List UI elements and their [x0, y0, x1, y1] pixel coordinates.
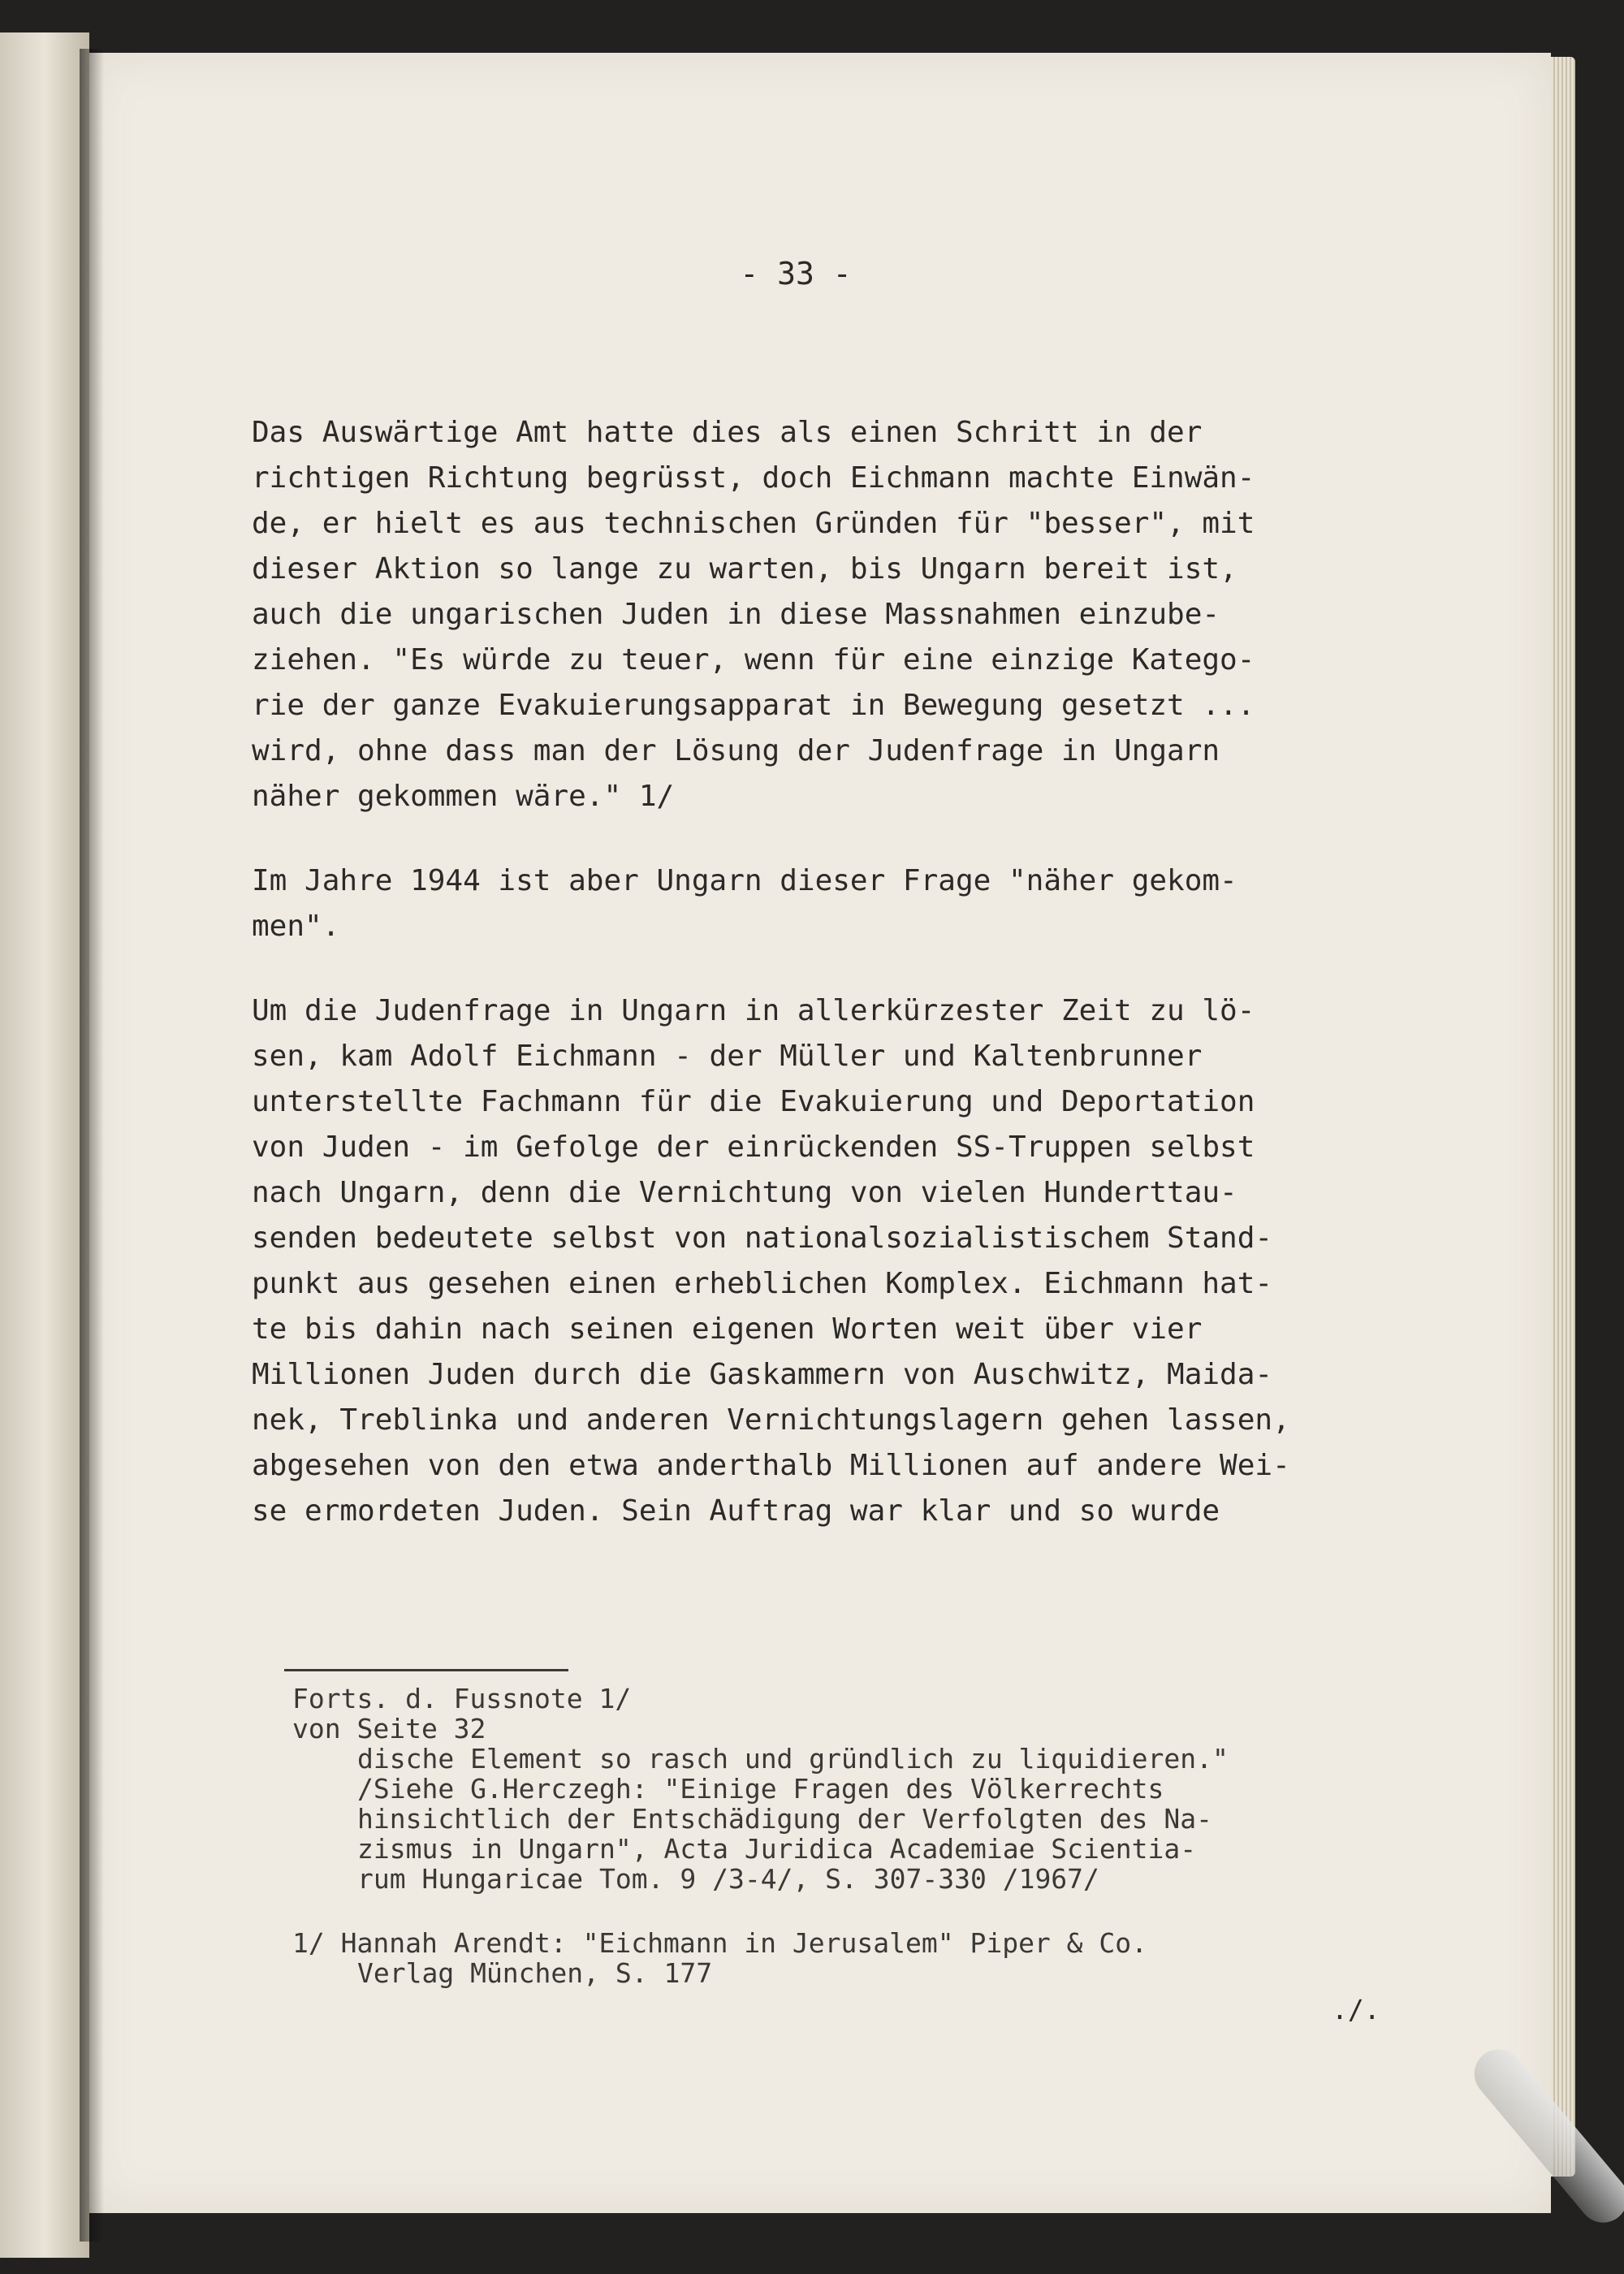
paragraph-1 — [252, 410, 1518, 819]
text-line: näher gekommen wäre." 1/ — [252, 780, 675, 813]
text-line: nek, Treblinka und anderen Vernichtungslagern gehen lassen, — [252, 1403, 1290, 1437]
footnote-gap — [292, 1894, 1510, 1928]
text-line: senden bedeutete selbst von nationalsozialistischem Stand- — [252, 1221, 1273, 1255]
text-line: men". — [252, 910, 340, 943]
left-page-edge — [0, 32, 89, 2258]
text-line: sen, kam Adolf Eichmann - der Müller und Kaltenbrunner — [252, 1040, 1203, 1073]
text-line: Millionen Juden durch die Gaskammern von Auschwitz, Maida- — [252, 1358, 1273, 1391]
text-line: dieser Aktion so lange zu warten, bis Ungarn bereit ist, — [252, 552, 1237, 586]
text-line: ziehen. "Es würde zu teuer, wenn für eine einzige Katego- — [252, 643, 1255, 677]
text-line: Um die Judenfrage in Ungarn in allerkürzester Zeit zu lö- — [252, 994, 1255, 1027]
footnotes — [292, 1684, 1510, 1988]
book-page — [89, 53, 1551, 2213]
footnote-line: Hannah Arendt: "Eichmann in Jerusalem" Piper & Co. — [340, 1927, 1148, 1959]
footnote-1-line-1 — [292, 1928, 1510, 1958]
text-line: Das Auswärtige Amt hatte dies als einen Schritt in der — [252, 416, 1203, 449]
text-line: unterstellte Fachmann für die Evakuierung und Deportation — [252, 1085, 1255, 1118]
paragraph-2 — [252, 858, 1518, 949]
text-line: auch die ungarischen Juden in diese Massnahmen einzube- — [252, 598, 1220, 631]
text-line: Im Jahre 1944 ist aber Ungarn dieser Frage "näher gekom- — [252, 864, 1237, 897]
body-text — [252, 410, 1518, 1534]
text-line: punkt aus gesehen einen erheblichen Komplex. Eichmann hat- — [252, 1267, 1273, 1300]
text-line: wird, ohne dass man der Lösung der Judenfrage in Ungarn — [252, 734, 1220, 767]
footnote-continuation — [292, 1684, 1510, 1894]
text-line: richtigen Richtung begrüsst, doch Eichmann machte Einwän- — [252, 461, 1255, 495]
text-line: te bis dahin nach seinen eigenen Worten weit über vier — [252, 1312, 1203, 1346]
continuation-mark: ./. — [1332, 1994, 1380, 2025]
footnote-heading-line: Forts. d. Fussnote 1/ — [292, 1683, 632, 1714]
text-line: nach Ungarn, denn die Vernichtung von vielen Hunderttau- — [252, 1176, 1237, 1209]
footnote-1 — [292, 1928, 1510, 1988]
paragraph-gap — [252, 949, 1518, 988]
footnote-line: Verlag München, S. 177 — [357, 1957, 713, 1989]
gutter-shadow — [80, 49, 104, 2242]
footnote-divider — [284, 1669, 568, 1671]
text-line: rie der ganze Evakuierungsapparat in Bewegung gesetzt ... — [252, 689, 1255, 722]
paragraph-3 — [252, 988, 1518, 1534]
page-number: - 33 - — [740, 256, 852, 292]
text-line: de, er hielt es aus technischen Gründen für "besser", mit — [252, 507, 1255, 540]
footnote-line: hinsichtlich der Entschädigung der Verfolgten des Na- — [357, 1803, 1212, 1835]
text-line: se ermordeten Juden. Sein Auftrag war klar und so wurde — [252, 1494, 1220, 1528]
text-line: abgesehen von den etwa anderthalb Millionen auf andere Wei- — [252, 1449, 1290, 1482]
footnote-line: zismus in Ungarn", Acta Juridica Academiae Scientia- — [357, 1833, 1197, 1865]
footnote-line: rum Hungaricae Tom. 9 /3-4/, S. 307-330 /1967/ — [357, 1863, 1099, 1895]
footnote-heading-line: von Seite 32 — [292, 1713, 486, 1744]
footnote-line: /Siehe G.Herczegh: "Einige Fragen des Völkerrechts — [357, 1773, 1164, 1805]
text-line: von Juden - im Gefolge der einrückenden SS-Truppen selbst — [252, 1131, 1255, 1164]
footnote-marker: 1/ — [292, 1927, 325, 1959]
paragraph-gap — [252, 819, 1518, 858]
footnote-line: dische Element so rasch und gründlich zu liquidieren." — [357, 1743, 1229, 1775]
